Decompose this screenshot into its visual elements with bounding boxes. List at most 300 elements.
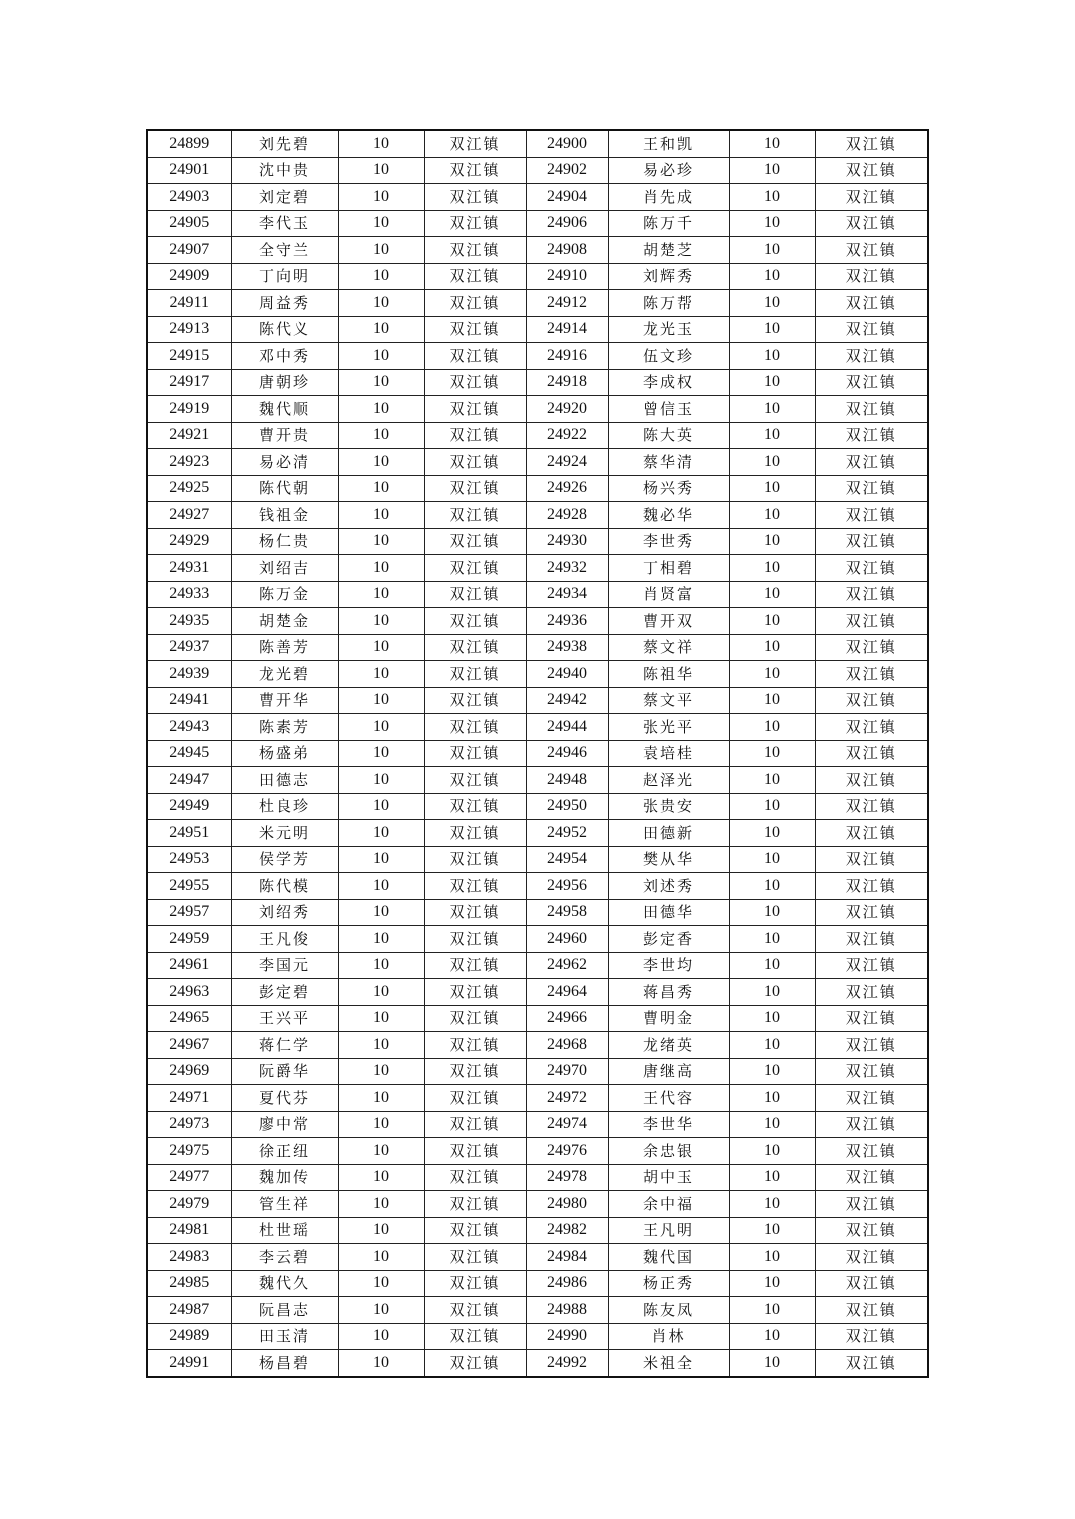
- amount-cell: 10: [729, 740, 815, 767]
- town-cell: 双江镇: [815, 369, 928, 396]
- entry-id-cell: 24912: [526, 290, 608, 317]
- amount-cell: 10: [338, 952, 424, 979]
- entry-id-cell: 24961: [147, 952, 231, 979]
- person-name-cell: 曹开贵: [231, 422, 338, 449]
- entry-id-cell: 24992: [526, 1350, 608, 1377]
- entry-id-cell: 24931: [147, 555, 231, 582]
- table-row: [147, 422, 928, 449]
- table-row: [147, 1191, 928, 1218]
- entry-id-cell: 24953: [147, 846, 231, 873]
- amount-cell: 10: [338, 1191, 424, 1218]
- town-cell: 双江镇: [815, 1058, 928, 1085]
- town-cell: 双江镇: [424, 581, 526, 608]
- entry-id-cell: 24954: [526, 846, 608, 873]
- town-cell: 双江镇: [815, 475, 928, 502]
- table-row: [147, 979, 928, 1006]
- person-name-cell: 廖中常: [231, 1111, 338, 1138]
- amount-cell: 10: [338, 184, 424, 211]
- table-row: [147, 1138, 928, 1165]
- entry-id-cell: 24913: [147, 316, 231, 343]
- town-cell: 双江镇: [815, 316, 928, 343]
- town-cell: 双江镇: [815, 1323, 928, 1350]
- table-row: [147, 369, 928, 396]
- town-cell: 双江镇: [815, 502, 928, 529]
- town-cell: 双江镇: [424, 475, 526, 502]
- person-name-cell: 魏加传: [231, 1164, 338, 1191]
- entry-id-cell: 24958: [526, 899, 608, 926]
- table-row: [147, 687, 928, 714]
- entry-id-cell: 24901: [147, 157, 231, 184]
- table-row: [147, 555, 928, 582]
- amount-cell: 10: [338, 661, 424, 688]
- person-name-cell: 曹明金: [608, 1005, 729, 1032]
- entry-id-cell: 24904: [526, 184, 608, 211]
- entry-id-cell: 24941: [147, 687, 231, 714]
- entry-id-cell: 24957: [147, 899, 231, 926]
- entry-id-cell: 24970: [526, 1058, 608, 1085]
- town-cell: 双江镇: [424, 714, 526, 741]
- town-cell: 双江镇: [424, 1085, 526, 1112]
- amount-cell: 10: [338, 343, 424, 370]
- amount-cell: 10: [729, 1005, 815, 1032]
- entry-id-cell: 24922: [526, 422, 608, 449]
- table-row: [147, 343, 928, 370]
- town-cell: 双江镇: [815, 1138, 928, 1165]
- entry-id-cell: 24905: [147, 210, 231, 237]
- amount-cell: 10: [729, 952, 815, 979]
- amount-cell: 10: [729, 714, 815, 741]
- town-cell: 双江镇: [815, 1350, 928, 1377]
- table-row: [147, 608, 928, 635]
- amount-cell: 10: [729, 1164, 815, 1191]
- person-name-cell: 刘绍吉: [231, 555, 338, 582]
- town-cell: 双江镇: [815, 687, 928, 714]
- person-name-cell: 米元明: [231, 820, 338, 847]
- table-row: [147, 1164, 928, 1191]
- person-name-cell: 杜世瑶: [231, 1217, 338, 1244]
- town-cell: 双江镇: [424, 820, 526, 847]
- entry-id-cell: 24975: [147, 1138, 231, 1165]
- table-row: [147, 581, 928, 608]
- person-name-cell: 曾信玉: [608, 396, 729, 423]
- entry-id-cell: 24933: [147, 581, 231, 608]
- table-row: [147, 449, 928, 476]
- amount-cell: 10: [338, 714, 424, 741]
- entry-id-cell: 24934: [526, 581, 608, 608]
- person-name-cell: 肖贤富: [608, 581, 729, 608]
- table-row: [147, 528, 928, 555]
- person-name-cell: 李世均: [608, 952, 729, 979]
- person-name-cell: 刘辉秀: [608, 263, 729, 290]
- entry-id-cell: 24943: [147, 714, 231, 741]
- amount-cell: 10: [338, 130, 424, 157]
- table-row: [147, 661, 928, 688]
- entry-id-cell: 24956: [526, 873, 608, 900]
- entry-id-cell: 24959: [147, 926, 231, 953]
- entry-id-cell: 24991: [147, 1350, 231, 1377]
- town-cell: 双江镇: [424, 1270, 526, 1297]
- person-name-cell: 魏必华: [608, 502, 729, 529]
- person-name-cell: 龙光碧: [231, 661, 338, 688]
- town-cell: 双江镇: [424, 184, 526, 211]
- table-row: [147, 1350, 928, 1377]
- town-cell: 双江镇: [424, 1058, 526, 1085]
- amount-cell: 10: [729, 1217, 815, 1244]
- table-row: [147, 237, 928, 264]
- amount-cell: 10: [729, 422, 815, 449]
- amount-cell: 10: [729, 1111, 815, 1138]
- table-row: [147, 316, 928, 343]
- amount-cell: 10: [729, 396, 815, 423]
- amount-cell: 10: [338, 687, 424, 714]
- person-name-cell: 刘述秀: [608, 873, 729, 900]
- person-name-cell: 肖先成: [608, 184, 729, 211]
- amount-cell: 10: [729, 343, 815, 370]
- amount-cell: 10: [729, 979, 815, 1006]
- person-name-cell: 魏代顺: [231, 396, 338, 423]
- amount-cell: 10: [729, 1323, 815, 1350]
- amount-cell: 10: [729, 210, 815, 237]
- amount-cell: 10: [338, 820, 424, 847]
- person-name-cell: 管生祥: [231, 1191, 338, 1218]
- amount-cell: 10: [729, 1270, 815, 1297]
- town-cell: 双江镇: [815, 343, 928, 370]
- entry-id-cell: 24906: [526, 210, 608, 237]
- person-name-cell: 李世华: [608, 1111, 729, 1138]
- table-row: [147, 263, 928, 290]
- town-cell: 双江镇: [424, 767, 526, 794]
- entry-id-cell: 24977: [147, 1164, 231, 1191]
- person-name-cell: 陈万金: [231, 581, 338, 608]
- entry-id-cell: 24915: [147, 343, 231, 370]
- table-row: [147, 184, 928, 211]
- amount-cell: 10: [729, 449, 815, 476]
- person-name-cell: 米祖全: [608, 1350, 729, 1377]
- table-row: [147, 210, 928, 237]
- entry-id-cell: 24932: [526, 555, 608, 582]
- town-cell: 双江镇: [424, 130, 526, 157]
- person-name-cell: 彭定碧: [231, 979, 338, 1006]
- person-name-cell: 田德华: [608, 899, 729, 926]
- table-row: [147, 1032, 928, 1059]
- person-name-cell: 龙光玉: [608, 316, 729, 343]
- entry-id-cell: 24927: [147, 502, 231, 529]
- town-cell: 双江镇: [424, 157, 526, 184]
- person-name-cell: 阮昌志: [231, 1297, 338, 1324]
- person-name-cell: 田德志: [231, 767, 338, 794]
- amount-cell: 10: [338, 926, 424, 953]
- person-name-cell: 陈万帮: [608, 290, 729, 317]
- town-cell: 双江镇: [815, 449, 928, 476]
- amount-cell: 10: [338, 555, 424, 582]
- town-cell: 双江镇: [424, 369, 526, 396]
- person-name-cell: 邓中秀: [231, 343, 338, 370]
- town-cell: 双江镇: [424, 502, 526, 529]
- person-name-cell: 钱祖金: [231, 502, 338, 529]
- town-cell: 双江镇: [815, 581, 928, 608]
- town-cell: 双江镇: [424, 634, 526, 661]
- town-cell: 双江镇: [424, 1138, 526, 1165]
- table-row: [147, 846, 928, 873]
- table-row: [147, 793, 928, 820]
- person-name-cell: 王兴平: [231, 1005, 338, 1032]
- entry-id-cell: 24980: [526, 1191, 608, 1218]
- amount-cell: 10: [338, 793, 424, 820]
- amount-cell: 10: [338, 1032, 424, 1059]
- table-row: [147, 1058, 928, 1085]
- person-name-cell: 曹开华: [231, 687, 338, 714]
- town-cell: 双江镇: [815, 130, 928, 157]
- entry-id-cell: 24944: [526, 714, 608, 741]
- person-name-cell: 肖林: [608, 1323, 729, 1350]
- entry-id-cell: 24911: [147, 290, 231, 317]
- amount-cell: 10: [338, 1323, 424, 1350]
- entry-id-cell: 24938: [526, 634, 608, 661]
- amount-cell: 10: [729, 634, 815, 661]
- entry-id-cell: 24988: [526, 1297, 608, 1324]
- entry-id-cell: 24940: [526, 661, 608, 688]
- amount-cell: 10: [729, 661, 815, 688]
- town-cell: 双江镇: [424, 1323, 526, 1350]
- town-cell: 双江镇: [815, 1032, 928, 1059]
- amount-cell: 10: [338, 581, 424, 608]
- town-cell: 双江镇: [424, 687, 526, 714]
- entry-id-cell: 24969: [147, 1058, 231, 1085]
- person-name-cell: 王代容: [608, 1085, 729, 1112]
- town-cell: 双江镇: [424, 926, 526, 953]
- person-name-cell: 蒋昌秀: [608, 979, 729, 1006]
- entry-id-cell: 24965: [147, 1005, 231, 1032]
- table-row: [147, 1297, 928, 1324]
- town-cell: 双江镇: [815, 1085, 928, 1112]
- person-name-cell: 刘先碧: [231, 130, 338, 157]
- entry-id-cell: 24979: [147, 1191, 231, 1218]
- town-cell: 双江镇: [815, 661, 928, 688]
- person-name-cell: 蔡华清: [608, 449, 729, 476]
- entry-id-cell: 24949: [147, 793, 231, 820]
- amount-cell: 10: [729, 237, 815, 264]
- amount-cell: 10: [338, 1111, 424, 1138]
- town-cell: 双江镇: [815, 952, 928, 979]
- town-cell: 双江镇: [815, 740, 928, 767]
- town-cell: 双江镇: [815, 846, 928, 873]
- amount-cell: 10: [729, 1085, 815, 1112]
- person-name-cell: 曹开双: [608, 608, 729, 635]
- entry-id-cell: 24973: [147, 1111, 231, 1138]
- amount-cell: 10: [729, 1191, 815, 1218]
- entry-id-cell: 24920: [526, 396, 608, 423]
- person-name-cell: 杨兴秀: [608, 475, 729, 502]
- table-row: [147, 952, 928, 979]
- table-row: [147, 634, 928, 661]
- person-name-cell: 龙绪英: [608, 1032, 729, 1059]
- person-name-cell: 沈中贵: [231, 157, 338, 184]
- entry-id-cell: 24923: [147, 449, 231, 476]
- person-name-cell: 余中福: [608, 1191, 729, 1218]
- amount-cell: 10: [729, 926, 815, 953]
- table-row: [147, 157, 928, 184]
- amount-cell: 10: [338, 237, 424, 264]
- town-cell: 双江镇: [815, 184, 928, 211]
- person-name-cell: 李云碧: [231, 1244, 338, 1271]
- person-name-cell: 魏代久: [231, 1270, 338, 1297]
- town-cell: 双江镇: [815, 1191, 928, 1218]
- entry-id-cell: 24982: [526, 1217, 608, 1244]
- entry-id-cell: 24962: [526, 952, 608, 979]
- town-cell: 双江镇: [815, 237, 928, 264]
- amount-cell: 10: [729, 369, 815, 396]
- entry-id-cell: 24948: [526, 767, 608, 794]
- person-name-cell: 王凡俊: [231, 926, 338, 953]
- town-cell: 双江镇: [424, 1111, 526, 1138]
- table-row: [147, 740, 928, 767]
- entry-id-cell: 24950: [526, 793, 608, 820]
- person-name-cell: 胡楚金: [231, 608, 338, 635]
- amount-cell: 10: [729, 793, 815, 820]
- amount-cell: 10: [729, 502, 815, 529]
- amount-cell: 10: [729, 475, 815, 502]
- person-name-cell: 王凡明: [608, 1217, 729, 1244]
- table-row: [147, 130, 928, 157]
- amount-cell: 10: [338, 316, 424, 343]
- town-cell: 双江镇: [815, 608, 928, 635]
- amount-cell: 10: [729, 873, 815, 900]
- amount-cell: 10: [338, 1244, 424, 1271]
- entry-id-cell: 24985: [147, 1270, 231, 1297]
- person-name-cell: 彭定香: [608, 926, 729, 953]
- entry-id-cell: 24924: [526, 449, 608, 476]
- entry-id-cell: 24937: [147, 634, 231, 661]
- entry-id-cell: 24921: [147, 422, 231, 449]
- amount-cell: 10: [338, 1164, 424, 1191]
- entry-id-cell: 24984: [526, 1244, 608, 1271]
- town-cell: 双江镇: [815, 396, 928, 423]
- person-name-cell: 陈代义: [231, 316, 338, 343]
- entry-id-cell: 24917: [147, 369, 231, 396]
- person-name-cell: 杨盛弟: [231, 740, 338, 767]
- amount-cell: 10: [729, 608, 815, 635]
- town-cell: 双江镇: [424, 873, 526, 900]
- person-name-cell: 蔡文平: [608, 687, 729, 714]
- entry-id-cell: 24966: [526, 1005, 608, 1032]
- entry-id-cell: 24989: [147, 1323, 231, 1350]
- amount-cell: 10: [338, 1058, 424, 1085]
- town-cell: 双江镇: [424, 979, 526, 1006]
- person-name-cell: 伍文珍: [608, 343, 729, 370]
- entry-id-cell: 24918: [526, 369, 608, 396]
- person-name-cell: 杨仁贵: [231, 528, 338, 555]
- town-cell: 双江镇: [815, 979, 928, 1006]
- entry-id-cell: 24926: [526, 475, 608, 502]
- entry-id-cell: 24919: [147, 396, 231, 423]
- town-cell: 双江镇: [424, 528, 526, 555]
- person-name-cell: 陈万千: [608, 210, 729, 237]
- person-name-cell: 李成权: [608, 369, 729, 396]
- person-name-cell: 徐正纽: [231, 1138, 338, 1165]
- amount-cell: 10: [729, 184, 815, 211]
- town-cell: 双江镇: [424, 1297, 526, 1324]
- town-cell: 双江镇: [815, 899, 928, 926]
- person-name-cell: 刘定碧: [231, 184, 338, 211]
- person-name-cell: 蒋仁学: [231, 1032, 338, 1059]
- amount-cell: 10: [338, 979, 424, 1006]
- town-cell: 双江镇: [815, 793, 928, 820]
- town-cell: 双江镇: [424, 899, 526, 926]
- entry-id-cell: 24925: [147, 475, 231, 502]
- town-cell: 双江镇: [424, 952, 526, 979]
- town-cell: 双江镇: [815, 528, 928, 555]
- table-row: [147, 899, 928, 926]
- table-row: [147, 1005, 928, 1032]
- entry-id-cell: 24981: [147, 1217, 231, 1244]
- table-row: [147, 1085, 928, 1112]
- amount-cell: 10: [729, 316, 815, 343]
- table-body: [147, 130, 928, 1377]
- town-cell: 双江镇: [815, 1111, 928, 1138]
- table-row: [147, 396, 928, 423]
- person-name-cell: 陈代朝: [231, 475, 338, 502]
- person-name-cell: 唐朝珍: [231, 369, 338, 396]
- amount-cell: 10: [338, 263, 424, 290]
- amount-cell: 10: [338, 634, 424, 661]
- entry-id-cell: 24899: [147, 130, 231, 157]
- amount-cell: 10: [729, 820, 815, 847]
- amount-cell: 10: [338, 1138, 424, 1165]
- town-cell: 双江镇: [424, 449, 526, 476]
- amount-cell: 10: [729, 687, 815, 714]
- town-cell: 双江镇: [424, 608, 526, 635]
- table-row: [147, 1270, 928, 1297]
- table-row: [147, 767, 928, 794]
- town-cell: 双江镇: [424, 343, 526, 370]
- amount-cell: 10: [729, 290, 815, 317]
- entry-id-cell: 24987: [147, 1297, 231, 1324]
- person-name-cell: 侯学芳: [231, 846, 338, 873]
- entry-id-cell: 24900: [526, 130, 608, 157]
- town-cell: 双江镇: [815, 926, 928, 953]
- amount-cell: 10: [338, 1085, 424, 1112]
- amount-cell: 10: [729, 555, 815, 582]
- town-cell: 双江镇: [424, 1191, 526, 1218]
- town-cell: 双江镇: [424, 555, 526, 582]
- amount-cell: 10: [729, 157, 815, 184]
- amount-cell: 10: [338, 157, 424, 184]
- person-name-cell: 杨正秀: [608, 1270, 729, 1297]
- entry-id-cell: 24928: [526, 502, 608, 529]
- table-row: [147, 1244, 928, 1271]
- person-name-cell: 刘绍秀: [231, 899, 338, 926]
- town-cell: 双江镇: [424, 316, 526, 343]
- entry-id-cell: 24929: [147, 528, 231, 555]
- person-name-cell: 李国元: [231, 952, 338, 979]
- amount-cell: 10: [338, 1217, 424, 1244]
- town-cell: 双江镇: [424, 237, 526, 264]
- entry-id-cell: 24990: [526, 1323, 608, 1350]
- amount-cell: 10: [338, 899, 424, 926]
- amount-cell: 10: [729, 528, 815, 555]
- entry-id-cell: 24914: [526, 316, 608, 343]
- person-name-cell: 陈大英: [608, 422, 729, 449]
- town-cell: 双江镇: [424, 1032, 526, 1059]
- table-row: [147, 290, 928, 317]
- person-name-cell: 胡中玉: [608, 1164, 729, 1191]
- person-name-cell: 易必清: [231, 449, 338, 476]
- amount-cell: 10: [338, 396, 424, 423]
- town-cell: 双江镇: [815, 1217, 928, 1244]
- town-cell: 双江镇: [424, 1217, 526, 1244]
- entry-id-cell: 24952: [526, 820, 608, 847]
- amount-cell: 10: [729, 1244, 815, 1271]
